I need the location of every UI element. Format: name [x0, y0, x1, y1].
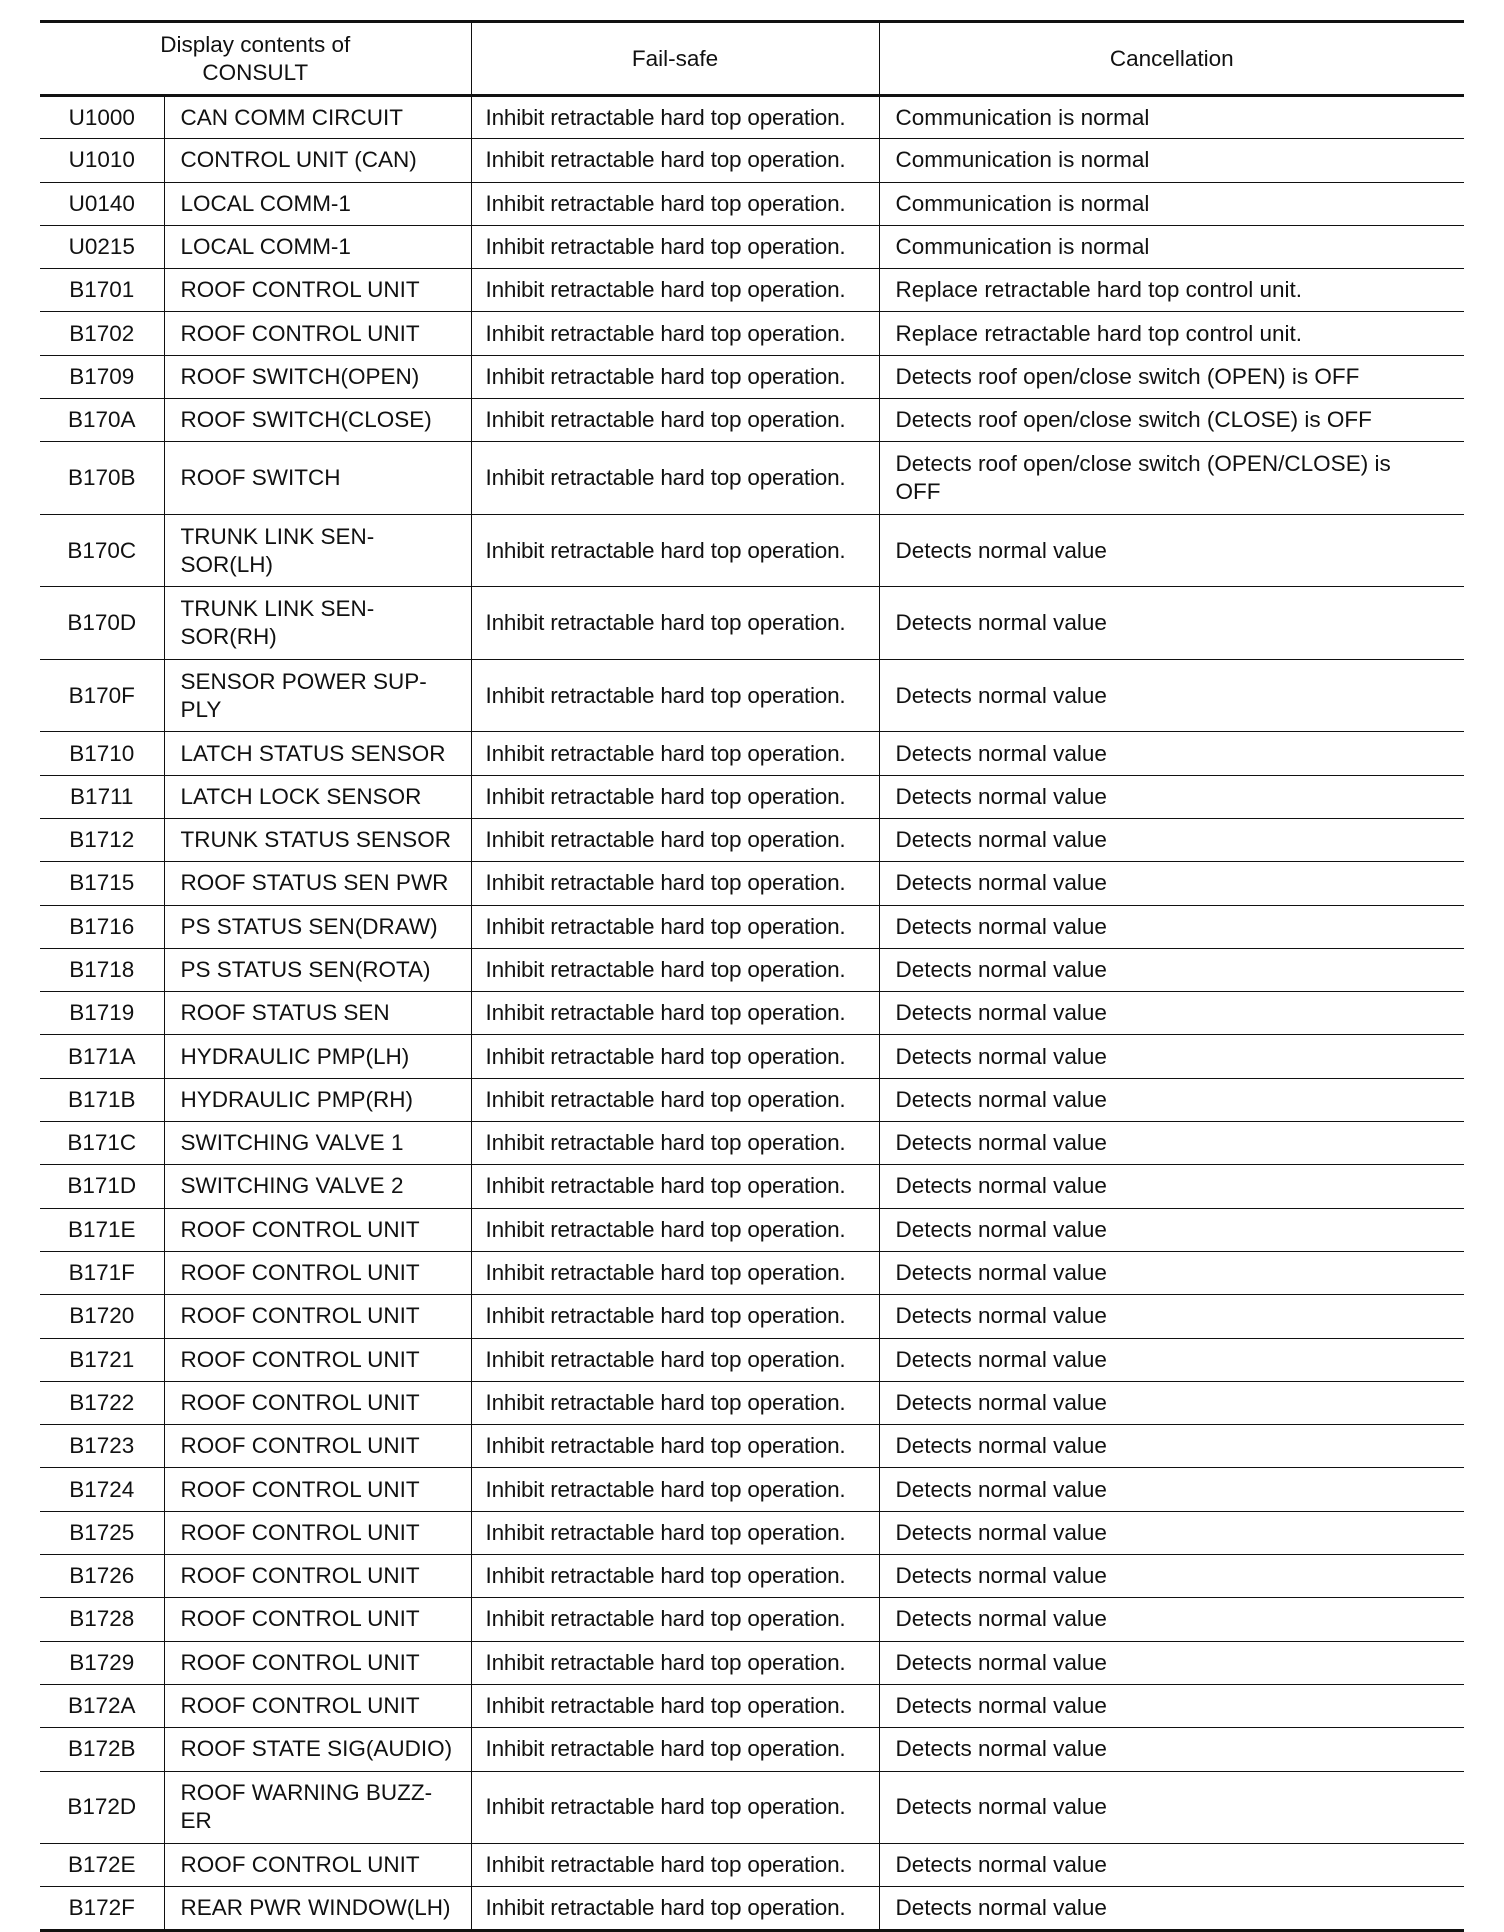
table-row [40, 442, 1464, 515]
dtc-code-cell: U0215 [40, 225, 164, 268]
fail-safe-cell: Inhibit retractable hard top operation. [471, 1844, 879, 1887]
cancellation-cell: Detects normal value [879, 992, 1464, 1035]
cancellation-cell: Detects normal value [879, 1598, 1464, 1641]
table-row [40, 1425, 1464, 1468]
table-row [40, 1728, 1464, 1771]
table-row [40, 514, 1464, 587]
dtc-code-cell: B1718 [40, 948, 164, 991]
cancellation-cell: Detects normal value [879, 1078, 1464, 1121]
display-name-cell: ROOF STATUS SEN [164, 992, 471, 1035]
dtc-code-cell: B1715 [40, 862, 164, 905]
table-body [40, 96, 1464, 1931]
display-name-cell: ROOF SWITCH(OPEN) [164, 355, 471, 398]
fail-safe-cell: Inhibit retractable hard top operation. [471, 905, 879, 948]
dtc-code-cell: B1711 [40, 775, 164, 818]
header-row [40, 22, 1464, 96]
fail-safe-cell: Inhibit retractable hard top operation. [471, 96, 879, 139]
dtc-code-cell: B171E [40, 1208, 164, 1251]
cancellation-cell: Detects normal value [879, 948, 1464, 991]
display-name-cell: LOCAL COMM-1 [164, 225, 471, 268]
fail-safe-cell: Inhibit retractable hard top operation. [471, 862, 879, 905]
table-row [40, 992, 1464, 1035]
cancellation-cell: Detects normal value [879, 587, 1464, 660]
dtc-code-cell: B1710 [40, 732, 164, 775]
table-row [40, 96, 1464, 139]
cancellation-cell: Detects normal value [879, 1122, 1464, 1165]
table-row [40, 1208, 1464, 1251]
cancellation-cell: Communication is normal [879, 139, 1464, 182]
fail-safe-cell: Inhibit retractable hard top operation. [471, 587, 879, 660]
dtc-code-cell: B1719 [40, 992, 164, 1035]
cancellation-cell: Detects normal value [879, 1844, 1464, 1887]
fail-safe-cell: Inhibit retractable hard top operation. [471, 1425, 879, 1468]
cancellation-cell: Detects normal value [879, 659, 1464, 732]
display-name-cell: ROOF CONTROL UNIT [164, 269, 471, 312]
fail-safe-cell: Inhibit retractable hard top operation. [471, 659, 879, 732]
display-name-cell: ROOF CONTROL UNIT [164, 1425, 471, 1468]
fail-safe-cell: Inhibit retractable hard top operation. [471, 514, 879, 587]
display-name-cell: TRUNK LINK SEN- SOR(RH) [164, 587, 471, 660]
dtc-code-cell: B1721 [40, 1338, 164, 1381]
cancellation-cell: Detects normal value [879, 1295, 1464, 1338]
dtc-code-cell: B1722 [40, 1381, 164, 1424]
display-name-cell: PS STATUS SEN(ROTA) [164, 948, 471, 991]
dtc-code-cell: B1716 [40, 905, 164, 948]
display-name-cell: ROOF SWITCH(CLOSE) [164, 399, 471, 442]
display-name-cell: CONTROL UNIT (CAN) [164, 139, 471, 182]
dtc-code-cell: B171F [40, 1251, 164, 1294]
display-name-cell: ROOF CONTROL UNIT [164, 1555, 471, 1598]
fail-safe-cell: Inhibit retractable hard top operation. [471, 1468, 879, 1511]
table-row [40, 1122, 1464, 1165]
dtc-code-cell: B171D [40, 1165, 164, 1208]
cancellation-cell: Detects normal value [879, 775, 1464, 818]
table-row [40, 1251, 1464, 1294]
cancellation-cell: Detects roof open/close switch (OPEN) is OFF [879, 355, 1464, 398]
cancellation-cell: Detects normal value [879, 1208, 1464, 1251]
dtc-code-cell: B170B [40, 442, 164, 515]
table-row [40, 399, 1464, 442]
dtc-code-cell: B172A [40, 1684, 164, 1727]
header-fail-safe: Fail-safe [471, 22, 879, 96]
cancellation-cell: Detects roof open/close switch (OPEN/CLOSE) is OFF [879, 442, 1464, 515]
display-name-cell: ROOF STATUS SEN PWR [164, 862, 471, 905]
dtc-code-cell: B172B [40, 1728, 164, 1771]
fail-safe-cell: Inhibit retractable hard top operation. [471, 139, 879, 182]
cancellation-cell: Detects normal value [879, 818, 1464, 861]
table-row [40, 948, 1464, 991]
table-row [40, 818, 1464, 861]
cancellation-cell: Detects normal value [879, 1035, 1464, 1078]
fail-safe-cell: Inhibit retractable hard top operation. [471, 1251, 879, 1294]
dtc-code-cell: B172E [40, 1844, 164, 1887]
dtc-code-cell: B171A [40, 1035, 164, 1078]
cancellation-cell: Detects normal value [879, 1555, 1464, 1598]
fail-safe-cell: Inhibit retractable hard top operation. [471, 1381, 879, 1424]
cancellation-cell: Detects normal value [879, 1251, 1464, 1294]
fail-safe-cell: Inhibit retractable hard top operation. [471, 1555, 879, 1598]
cancellation-cell: Detects normal value [879, 1684, 1464, 1727]
fail-safe-cell: Inhibit retractable hard top operation. [471, 1511, 879, 1554]
table-row [40, 587, 1464, 660]
display-name-cell: ROOF CONTROL UNIT [164, 1684, 471, 1727]
display-name-cell: ROOF CONTROL UNIT [164, 1338, 471, 1381]
cancellation-cell: Detects normal value [879, 1468, 1464, 1511]
dtc-code-cell: B172D [40, 1771, 164, 1844]
display-name-cell: ROOF CONTROL UNIT [164, 1251, 471, 1294]
dtc-code-cell: B1728 [40, 1598, 164, 1641]
display-name-cell: ROOF CONTROL UNIT [164, 1208, 471, 1251]
display-name-cell: ROOF CONTROL UNIT [164, 1844, 471, 1887]
display-name-cell: LATCH LOCK SENSOR [164, 775, 471, 818]
fail-safe-cell: Inhibit retractable hard top operation. [471, 182, 879, 225]
fail-safe-cell: Inhibit retractable hard top operation. [471, 1035, 879, 1078]
fail-safe-cell: Inhibit retractable hard top operation. [471, 355, 879, 398]
dtc-code-cell: B170A [40, 399, 164, 442]
dtc-code-cell: B1712 [40, 818, 164, 861]
table-row [40, 1684, 1464, 1727]
cancellation-cell: Detects normal value [879, 732, 1464, 775]
fail-safe-cell: Inhibit retractable hard top operation. [471, 1165, 879, 1208]
dtc-code-cell: B1725 [40, 1511, 164, 1554]
fail-safe-cell: Inhibit retractable hard top operation. [471, 225, 879, 268]
fail-safe-cell: Inhibit retractable hard top operation. [471, 399, 879, 442]
table-row [40, 1165, 1464, 1208]
dtc-code-cell: B1701 [40, 269, 164, 312]
cancellation-cell: Replace retractable hard top control unit. [879, 312, 1464, 355]
cancellation-cell: Detects normal value [879, 514, 1464, 587]
display-name-cell: ROOF CONTROL UNIT [164, 1641, 471, 1684]
fail-safe-cell: Inhibit retractable hard top operation. [471, 992, 879, 1035]
display-name-cell: ROOF SWITCH [164, 442, 471, 515]
dtc-code-cell: U1000 [40, 96, 164, 139]
cancellation-cell: Detects normal value [879, 905, 1464, 948]
display-name-cell: ROOF WARNING BUZZ- ER [164, 1771, 471, 1844]
fail-safe-cell: Inhibit retractable hard top operation. [471, 732, 879, 775]
table-row [40, 225, 1464, 268]
cancellation-cell: Detects normal value [879, 1641, 1464, 1684]
dtc-code-cell: B170C [40, 514, 164, 587]
fail-safe-cell: Inhibit retractable hard top operation. [471, 1208, 879, 1251]
dtc-code-cell: B171C [40, 1122, 164, 1165]
display-name-cell: PS STATUS SEN(DRAW) [164, 905, 471, 948]
display-name-cell: TRUNK STATUS SENSOR [164, 818, 471, 861]
header-cancellation: Cancellation [879, 22, 1464, 96]
table-row [40, 1078, 1464, 1121]
table-row [40, 1641, 1464, 1684]
cancellation-cell: Replace retractable hard top control unit. [879, 269, 1464, 312]
table-row [40, 1338, 1464, 1381]
display-name-cell: SWITCHING VALVE 1 [164, 1122, 471, 1165]
table-row [40, 355, 1464, 398]
dtc-code-cell: B1702 [40, 312, 164, 355]
header-display-contents: Display contents of CONSULT [40, 22, 471, 96]
table-row [40, 905, 1464, 948]
display-name-cell: REAR PWR WINDOW(LH) [164, 1887, 471, 1930]
table-row [40, 1468, 1464, 1511]
display-name-cell: LOCAL COMM-1 [164, 182, 471, 225]
table-row [40, 1295, 1464, 1338]
cancellation-cell: Detects normal value [879, 1511, 1464, 1554]
fail-safe-cell: Inhibit retractable hard top operation. [471, 1887, 879, 1930]
fail-safe-cell: Inhibit retractable hard top operation. [471, 818, 879, 861]
cancellation-cell: Detects normal value [879, 1338, 1464, 1381]
dtc-code-cell: B1720 [40, 1295, 164, 1338]
dtc-code-cell: B171B [40, 1078, 164, 1121]
dtc-code-cell: B1724 [40, 1468, 164, 1511]
display-name-cell: HYDRAULIC PMP(RH) [164, 1078, 471, 1121]
table-row [40, 312, 1464, 355]
cancellation-cell: Detects normal value [879, 1728, 1464, 1771]
fail-safe-cell: Inhibit retractable hard top operation. [471, 1295, 879, 1338]
table-row [40, 1555, 1464, 1598]
display-name-cell: ROOF STATE SIG(AUDIO) [164, 1728, 471, 1771]
display-name-cell: TRUNK LINK SEN- SOR(LH) [164, 514, 471, 587]
fail-safe-table [40, 20, 1464, 1932]
table-row [40, 269, 1464, 312]
fail-safe-cell: Inhibit retractable hard top operation. [471, 312, 879, 355]
table-row [40, 775, 1464, 818]
dtc-code-cell: U0140 [40, 182, 164, 225]
fail-safe-cell: Inhibit retractable hard top operation. [471, 1684, 879, 1727]
fail-safe-cell: Inhibit retractable hard top operation. [471, 1122, 879, 1165]
fail-safe-cell: Inhibit retractable hard top operation. [471, 1641, 879, 1684]
dtc-code-cell: B1723 [40, 1425, 164, 1468]
dtc-code-cell: B1709 [40, 355, 164, 398]
cancellation-cell: Detects normal value [879, 1771, 1464, 1844]
table-row [40, 1598, 1464, 1641]
cancellation-cell: Detects normal value [879, 862, 1464, 905]
display-name-cell: SENSOR POWER SUP- PLY [164, 659, 471, 732]
display-name-cell: ROOF CONTROL UNIT [164, 1598, 471, 1641]
cancellation-cell: Detects normal value [879, 1425, 1464, 1468]
fail-safe-cell: Inhibit retractable hard top operation. [471, 1728, 879, 1771]
display-name-cell: HYDRAULIC PMP(LH) [164, 1035, 471, 1078]
fail-safe-cell: Inhibit retractable hard top operation. [471, 269, 879, 312]
display-name-cell: SWITCHING VALVE 2 [164, 1165, 471, 1208]
display-name-cell: ROOF CONTROL UNIT [164, 312, 471, 355]
fail-safe-cell: Inhibit retractable hard top operation. [471, 442, 879, 515]
fail-safe-cell: Inhibit retractable hard top operation. [471, 1338, 879, 1381]
table-row [40, 1887, 1464, 1930]
table-row [40, 182, 1464, 225]
table-header [40, 22, 1464, 96]
table-row [40, 1381, 1464, 1424]
cancellation-cell: Detects roof open/close switch (CLOSE) is OFF [879, 399, 1464, 442]
table-row [40, 732, 1464, 775]
table-row [40, 862, 1464, 905]
cancellation-cell: Detects normal value [879, 1381, 1464, 1424]
fail-safe-cell: Inhibit retractable hard top operation. [471, 1771, 879, 1844]
cancellation-cell: Communication is normal [879, 182, 1464, 225]
table-row [40, 659, 1464, 732]
table-row [40, 1771, 1464, 1844]
dtc-code-cell: U1010 [40, 139, 164, 182]
dtc-code-cell: B170F [40, 659, 164, 732]
table-row [40, 139, 1464, 182]
display-name-cell: ROOF CONTROL UNIT [164, 1381, 471, 1424]
table-row [40, 1035, 1464, 1078]
dtc-code-cell: B172F [40, 1887, 164, 1930]
cancellation-cell: Communication is normal [879, 96, 1464, 139]
cancellation-cell: Detects normal value [879, 1887, 1464, 1930]
cancellation-cell: Communication is normal [879, 225, 1464, 268]
cancellation-cell: Detects normal value [879, 1165, 1464, 1208]
display-name-cell: ROOF CONTROL UNIT [164, 1511, 471, 1554]
display-name-cell: ROOF CONTROL UNIT [164, 1468, 471, 1511]
display-name-cell: LATCH STATUS SENSOR [164, 732, 471, 775]
fail-safe-cell: Inhibit retractable hard top operation. [471, 775, 879, 818]
table-row [40, 1511, 1464, 1554]
table-row [40, 1844, 1464, 1887]
dtc-code-cell: B1726 [40, 1555, 164, 1598]
fail-safe-cell: Inhibit retractable hard top operation. [471, 1078, 879, 1121]
fail-safe-cell: Inhibit retractable hard top operation. [471, 948, 879, 991]
dtc-code-cell: B170D [40, 587, 164, 660]
display-name-cell: ROOF CONTROL UNIT [164, 1295, 471, 1338]
display-name-cell: CAN COMM CIRCUIT [164, 96, 471, 139]
dtc-code-cell: B1729 [40, 1641, 164, 1684]
fail-safe-cell: Inhibit retractable hard top operation. [471, 1598, 879, 1641]
